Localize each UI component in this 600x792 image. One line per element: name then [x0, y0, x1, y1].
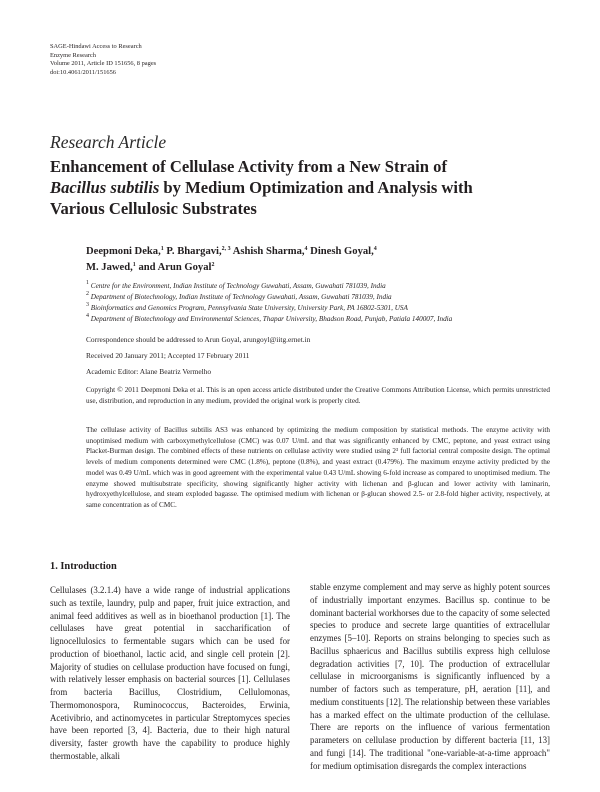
received-dates: Received 20 January 2011; Accepted 17 February 2011 — [86, 351, 250, 360]
affiliation-number: 3 — [86, 302, 89, 308]
author-affil-mark: 4 — [304, 246, 308, 252]
author-affil-mark: 1 — [160, 246, 164, 252]
affiliation — [86, 292, 452, 303]
paper-title — [50, 156, 473, 219]
article-type: Research Article — [50, 132, 167, 152]
correspondence: Correspondence should be addressed to Arun Goyal, arungoyl@iitg.ernet.in — [86, 335, 311, 344]
title-line-2-rest: by Medium Optimization and Analysis with — [159, 178, 473, 197]
affiliation-text: Bioinformatics and Genomics Program, Pennsylvania State University, University Park, PA 16802-5301, USA — [90, 304, 408, 312]
author: M. Jawed, — [86, 262, 133, 273]
journal-header — [50, 43, 156, 78]
title-line-2 — [50, 177, 473, 198]
author: and Arun Goyal — [135, 262, 212, 273]
abstract: The cellulase activity of Bacillus subtilis AS3 was enhanced by optimizing the medium composition by statistical methods. The enzyme activity with unoptimised medium with carboxymethylcellulose (CMC) was 0.07 U/mL and that was significantly enhanced by CMC, peptone, and yeast extract using Placket-Burman design. The combined effects of these nutrients on cellulase activity were studied using 2³ full factorial central composite design. The optimal levels of medium components determined were CMC (1.8%), peptone (0.8%), and yeast extract (0.479%). The maximum enzyme activity predicted by the model was 0.49 U/mL which was in good agreement with the experimental value 0.43 U/mL showing 6-fold increase as compared to unoptimised medium. The enzyme showed multisubstrate specificity, showing significantly higher activity with lichenan and β-glucan and lower activity with laminarin, hydroxyethylcellulose, and steam exploded bagasse. The optimised medium with lichenan or β-glucan showed 2.5- or 2.8-fold higher activity, respectively, at same concentration as of CMC. — [86, 426, 550, 509]
section-heading-introduction: 1. Introduction — [50, 561, 117, 572]
title-species: Bacillus subtilis — [50, 178, 160, 197]
body-column-right — [310, 581, 550, 772]
paragraph: Cellulases (3.2.1.4) have a wide range of industrial applications such as textile, laundry, pulp and paper, fruit juice extraction, and animal feed additives as well as in bioethanol production [1]. The cellulases have great potential in saccharification of lignocellulosics to fermentable sugars which can be used for production of bioethanol, lactic acid, and single cell protein [2]. Majority of studies on cellulase production have focused on fungi, with relatively lesser emphasis on bacterial sources [1]. Cellulases from bacteria Bacillus, Clostridium, Cellulomonas, Thermomonospora, Ruminococcus, Bacteroides, Erwinia, Acetivibrio, and actinomycetes in particular Streptomyces species have been reported [3, 4]. Bacteria, due to their high natural diversity, faster growth have the capability to produce highly thermostable, alkali — [50, 585, 290, 761]
affiliation-number: 2 — [86, 291, 89, 297]
author-affil-mark: 2 — [211, 262, 215, 268]
author-affil-mark: 4 — [373, 246, 377, 252]
author: P. Bhargavi, — [163, 246, 222, 257]
paragraph: stable enzyme complement and may serve as highly potent sources of industrially important enzymes. Bacillus sp. continue to be dominant bacterial workhorses due to the capacity of some selected species to produce and secrete large quantities of extracellular enzymes [5–10]. Reports on strains belonging to species such as Bacillus sphaericus and Bacillus subtilis express high cellulose degradation activities [7, 10]. The production of extracellular cellulase in microorganisms is significantly influenced by a number of factors such as temperature, pH, aeration [11], and medium constituents [12]. The relationship between these variables has a marked effect on the ultimate production of the cellulase. There are reports on the influence of various fermentation parameters on cellulase production by different bacteria [11, 13] and fungi [14]. The traditional "one-variable-at-a-time approach" for medium optimisation disregards the complex interactions — [310, 582, 550, 771]
affiliations — [86, 281, 452, 325]
author: Deepmoni Deka, — [86, 246, 161, 257]
title-line-3: Various Cellulosic Substrates — [50, 199, 257, 218]
author-affil-mark: 1 — [132, 262, 136, 268]
author: Dinesh Goyal, — [307, 246, 374, 257]
copyright-notice: Copyright © 2011 Deepmoni Deka et al. This is an open access article distributed under the Creative Commons Attribution License, which permits unrestricted use, distribution, and reproduction in any medium, provided the original work is properly cited. — [86, 386, 550, 405]
affiliation-text: Department of Biotechnology and Environmental Sciences, Thapar University, Bhadson Road, Punjab, Patiala 140007, India — [90, 315, 453, 323]
academic-editor: Academic Editor: Alane Beatriz Vermelho — [86, 367, 212, 376]
author-list — [86, 244, 377, 276]
author-affil-mark: 2, 3 — [221, 246, 231, 252]
affiliation-text: Centre for the Environment, Indian Institute of Technology Guwahati, Assam, Guwahati 781039, India — [90, 282, 386, 290]
affiliation-number: 4 — [86, 313, 89, 319]
affiliation-number: 1 — [86, 280, 89, 286]
body-column-left — [50, 584, 290, 763]
affiliation — [86, 314, 452, 325]
header-line: SAGE-Hindawi Access to Research — [50, 43, 142, 50]
header-line: doi:10.4061/2011/151656 — [50, 69, 116, 77]
title-line-1: Enhancement of Cellulase Activity from a New Strain of — [50, 157, 447, 176]
affiliation — [86, 303, 452, 314]
author: Ashish Sharma, — [230, 246, 305, 257]
affiliation — [86, 281, 452, 292]
header-line: Enzyme Research — [50, 51, 96, 59]
affiliation-text: Department of Biotechnology, Indian Institute of Technology Guwahati, Assam, Guwahati 781039, India — [90, 293, 392, 301]
header-line: Volume 2011, Article ID 151656, 8 pages — [50, 60, 157, 68]
